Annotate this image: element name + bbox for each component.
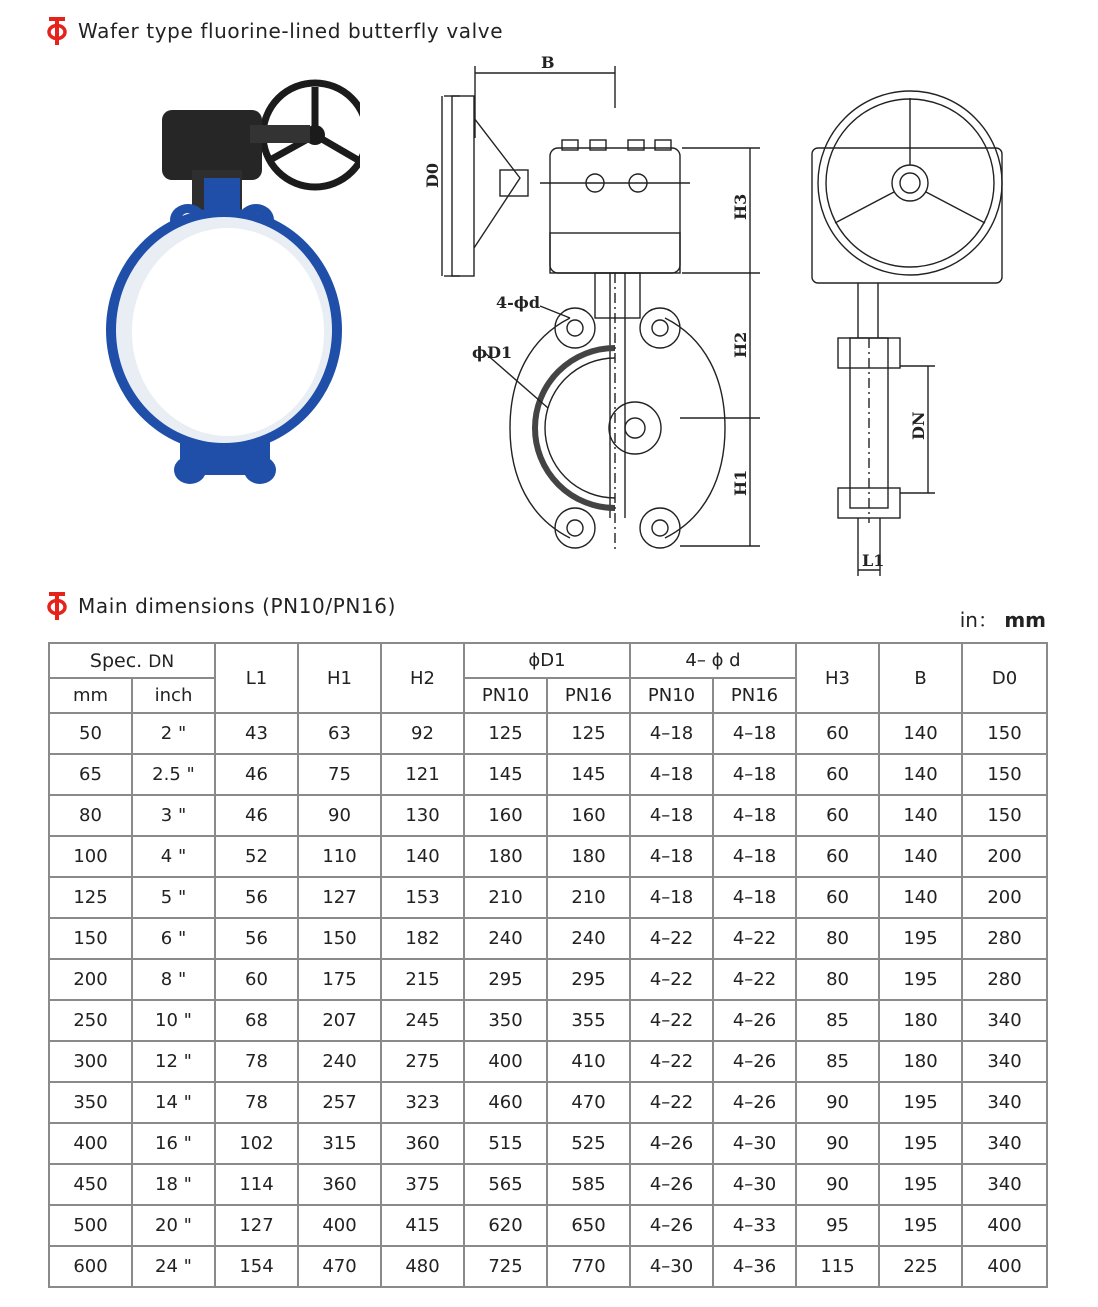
header-inch: inch	[132, 678, 215, 713]
cell-d0: 150	[962, 713, 1047, 754]
label-h1: H1	[731, 469, 750, 496]
header-h3: H3	[796, 643, 879, 713]
product-title: Wafer type fluorine-lined butterfly valve	[78, 19, 504, 43]
cell-dn-mm: 500	[49, 1205, 132, 1246]
cell-holes-pn10: 4–22	[630, 1000, 713, 1041]
cell-holes-pn10: 4–22	[630, 1082, 713, 1123]
cell-d1-pn16: 470	[547, 1082, 630, 1123]
cell-d1-pn10: 125	[464, 713, 547, 754]
header-dn-label: DN	[148, 651, 175, 672]
cell-h2: 215	[381, 959, 464, 1000]
cell-d1-pn10: 725	[464, 1246, 547, 1287]
cell-dn-inch: 10 "	[132, 1000, 215, 1041]
cell-dn-inch: 18 "	[132, 1164, 215, 1205]
cell-h2: 415	[381, 1205, 464, 1246]
cell-h1: 360	[298, 1164, 381, 1205]
cell-h1: 63	[298, 713, 381, 754]
cell-holes-pn16: 4–26	[713, 1041, 796, 1082]
cell-b: 195	[879, 1082, 962, 1123]
cell-h1: 257	[298, 1082, 381, 1123]
cell-dn-inch: 2 "	[132, 713, 215, 754]
cell-b: 180	[879, 1041, 962, 1082]
cell-dn-mm: 600	[49, 1246, 132, 1287]
cell-dn-inch: 24 "	[132, 1246, 215, 1287]
cell-d1-pn10: 400	[464, 1041, 547, 1082]
brand-mark-icon	[46, 16, 68, 46]
cell-holes-pn10: 4–18	[630, 836, 713, 877]
cell-d0: 200	[962, 877, 1047, 918]
cell-l1: 68	[215, 1000, 298, 1041]
cell-h3: 60	[796, 713, 879, 754]
cell-h2: 360	[381, 1123, 464, 1164]
label-h3: H3	[731, 193, 750, 220]
cell-holes-pn16: 4–26	[713, 1082, 796, 1123]
cell-l1: 46	[215, 754, 298, 795]
cell-h3: 60	[796, 795, 879, 836]
cell-holes-pn16: 4–30	[713, 1123, 796, 1164]
header-d1-pn16: PN16	[547, 678, 630, 713]
header-b: B	[879, 643, 962, 713]
cell-b: 140	[879, 713, 962, 754]
cell-holes-pn10: 4–22	[630, 918, 713, 959]
cell-h3: 80	[796, 918, 879, 959]
cell-d0: 150	[962, 754, 1047, 795]
cell-d1-pn16: 355	[547, 1000, 630, 1041]
cell-d1-pn10: 620	[464, 1205, 547, 1246]
cell-h1: 470	[298, 1246, 381, 1287]
cell-d1-pn16: 410	[547, 1041, 630, 1082]
cell-b: 195	[879, 1164, 962, 1205]
cell-dn-mm: 150	[49, 918, 132, 959]
header-holes: 4– ϕ d	[630, 643, 796, 678]
header-d1: ϕD1	[464, 643, 630, 678]
cell-d0: 400	[962, 1246, 1047, 1287]
cell-dn-mm: 350	[49, 1082, 132, 1123]
table-row	[49, 1000, 1047, 1041]
cell-dn-mm: 125	[49, 877, 132, 918]
header-d1-pn10: PN10	[464, 678, 547, 713]
cell-dn-inch: 8 "	[132, 959, 215, 1000]
header-spec	[49, 643, 215, 678]
cell-dn-inch: 6 "	[132, 918, 215, 959]
cell-h3: 85	[796, 1041, 879, 1082]
cell-d1-pn10: 145	[464, 754, 547, 795]
brand-mark-icon	[46, 591, 68, 621]
table-row	[49, 754, 1047, 795]
cell-dn-mm: 300	[49, 1041, 132, 1082]
cell-b: 140	[879, 836, 962, 877]
cell-h1: 240	[298, 1041, 381, 1082]
header-l1: L1	[215, 643, 298, 713]
cell-h2: 480	[381, 1246, 464, 1287]
cell-h2: 130	[381, 795, 464, 836]
table-row	[49, 918, 1047, 959]
cell-d1-pn16: 145	[547, 754, 630, 795]
cell-d0: 340	[962, 1164, 1047, 1205]
cell-holes-pn16: 4–18	[713, 795, 796, 836]
label-h2: H2	[731, 331, 750, 358]
section-heading-product	[46, 16, 503, 46]
cell-d1-pn16: 160	[547, 795, 630, 836]
cell-holes-pn16: 4–36	[713, 1246, 796, 1287]
cell-d1-pn10: 295	[464, 959, 547, 1000]
cell-l1: 114	[215, 1164, 298, 1205]
cell-dn-inch: 4 "	[132, 836, 215, 877]
cell-d0: 150	[962, 795, 1047, 836]
cell-d0: 340	[962, 1000, 1047, 1041]
cell-b: 180	[879, 1000, 962, 1041]
cell-b: 225	[879, 1246, 962, 1287]
cell-h3: 80	[796, 959, 879, 1000]
cell-h3: 85	[796, 1000, 879, 1041]
table-row	[49, 1082, 1047, 1123]
cell-l1: 46	[215, 795, 298, 836]
cell-dn-mm: 450	[49, 1164, 132, 1205]
cell-d0: 200	[962, 836, 1047, 877]
table-row	[49, 877, 1047, 918]
cell-l1: 127	[215, 1205, 298, 1246]
cell-b: 195	[879, 1205, 962, 1246]
label-4-holes: 4-ϕd	[496, 293, 541, 312]
cell-l1: 43	[215, 713, 298, 754]
cell-l1: 154	[215, 1246, 298, 1287]
cell-h3: 90	[796, 1123, 879, 1164]
cell-l1: 56	[215, 877, 298, 918]
cell-holes-pn10: 4–26	[630, 1123, 713, 1164]
cell-h3: 95	[796, 1205, 879, 1246]
cell-dn-mm: 400	[49, 1123, 132, 1164]
cell-d0: 280	[962, 959, 1047, 1000]
cell-l1: 78	[215, 1082, 298, 1123]
dimensions-table-body	[49, 713, 1047, 1287]
cell-d1-pn16: 180	[547, 836, 630, 877]
table-row	[49, 1246, 1047, 1287]
cell-d1-pn16: 240	[547, 918, 630, 959]
cell-d1-pn16: 210	[547, 877, 630, 918]
cell-dn-mm: 65	[49, 754, 132, 795]
cell-holes-pn10: 4–18	[630, 877, 713, 918]
table-row	[49, 959, 1047, 1000]
cell-h2: 92	[381, 713, 464, 754]
cell-dn-inch: 16 "	[132, 1123, 215, 1164]
cell-dn-inch: 2.5 "	[132, 754, 215, 795]
cell-dn-inch: 14 "	[132, 1082, 215, 1123]
cell-dn-mm: 80	[49, 795, 132, 836]
cell-l1: 56	[215, 918, 298, 959]
dimensions-title: Main dimensions (PN10/PN16)	[78, 594, 396, 618]
cell-holes-pn16: 4–18	[713, 836, 796, 877]
label-l1: L1	[862, 551, 885, 570]
cell-dn-mm: 250	[49, 1000, 132, 1041]
cell-h2: 121	[381, 754, 464, 795]
cell-b: 195	[879, 918, 962, 959]
cell-d0: 340	[962, 1082, 1047, 1123]
label-b: B	[541, 53, 555, 72]
cell-dn-mm: 100	[49, 836, 132, 877]
cell-h3: 90	[796, 1082, 879, 1123]
header-holes-pn10: PN10	[630, 678, 713, 713]
cell-b: 140	[879, 754, 962, 795]
label-d0: D0	[423, 162, 442, 188]
technical-drawing	[420, 48, 1060, 588]
cell-h1: 75	[298, 754, 381, 795]
cell-h1: 175	[298, 959, 381, 1000]
cell-l1: 78	[215, 1041, 298, 1082]
header-d0: D0	[962, 643, 1047, 713]
cell-dn-mm: 200	[49, 959, 132, 1000]
cell-d1-pn10: 350	[464, 1000, 547, 1041]
cell-h2: 323	[381, 1082, 464, 1123]
cell-h3: 115	[796, 1246, 879, 1287]
cell-h1: 400	[298, 1205, 381, 1246]
valve-photo	[100, 60, 360, 500]
unit-label	[960, 604, 1046, 633]
header-h1: H1	[298, 643, 381, 713]
cell-d1-pn10: 460	[464, 1082, 547, 1123]
section-heading-dimensions	[46, 591, 396, 621]
cell-d1-pn16: 295	[547, 959, 630, 1000]
header-mm: mm	[49, 678, 132, 713]
table-row	[49, 1041, 1047, 1082]
unit-value: mm	[1004, 608, 1046, 632]
table-row	[49, 1164, 1047, 1205]
cell-d1-pn16: 650	[547, 1205, 630, 1246]
cell-dn-inch: 5 "	[132, 877, 215, 918]
cell-h1: 90	[298, 795, 381, 836]
cell-d1-pn16: 525	[547, 1123, 630, 1164]
cell-h1: 150	[298, 918, 381, 959]
cell-h3: 60	[796, 836, 879, 877]
table-row	[49, 713, 1047, 754]
cell-holes-pn16: 4–18	[713, 754, 796, 795]
cell-d1-pn10: 180	[464, 836, 547, 877]
cell-b: 195	[879, 959, 962, 1000]
cell-dn-inch: 12 "	[132, 1041, 215, 1082]
cell-holes-pn10: 4–30	[630, 1246, 713, 1287]
cell-holes-pn10: 4–18	[630, 713, 713, 754]
cell-d1-pn16: 770	[547, 1246, 630, 1287]
label-dn: DN	[909, 411, 928, 440]
cell-b: 195	[879, 1123, 962, 1164]
cell-holes-pn16: 4–30	[713, 1164, 796, 1205]
cell-holes-pn10: 4–18	[630, 754, 713, 795]
cell-h1: 110	[298, 836, 381, 877]
cell-d1-pn16: 585	[547, 1164, 630, 1205]
cell-d1-pn10: 240	[464, 918, 547, 959]
cell-holes-pn16: 4–33	[713, 1205, 796, 1246]
table-row	[49, 836, 1047, 877]
cell-d1-pn16: 125	[547, 713, 630, 754]
cell-dn-inch: 20 "	[132, 1205, 215, 1246]
cell-b: 140	[879, 877, 962, 918]
cell-holes-pn10: 4–18	[630, 795, 713, 836]
table-row	[49, 1123, 1047, 1164]
cell-h1: 207	[298, 1000, 381, 1041]
cell-h2: 375	[381, 1164, 464, 1205]
cell-l1: 52	[215, 836, 298, 877]
cell-h2: 245	[381, 1000, 464, 1041]
cell-h2: 182	[381, 918, 464, 959]
table-row	[49, 795, 1047, 836]
cell-b: 140	[879, 795, 962, 836]
cell-h3: 60	[796, 754, 879, 795]
cell-h3: 90	[796, 1164, 879, 1205]
cell-h3: 60	[796, 877, 879, 918]
cell-d0: 400	[962, 1205, 1047, 1246]
cell-l1: 102	[215, 1123, 298, 1164]
cell-h2: 153	[381, 877, 464, 918]
header-h2: H2	[381, 643, 464, 713]
cell-holes-pn10: 4–26	[630, 1164, 713, 1205]
cell-d1-pn10: 160	[464, 795, 547, 836]
unit-prefix: in：	[959, 608, 998, 632]
cell-holes-pn10: 4–26	[630, 1205, 713, 1246]
cell-holes-pn16: 4–22	[713, 959, 796, 1000]
cell-d1-pn10: 210	[464, 877, 547, 918]
cell-dn-inch: 3 "	[132, 795, 215, 836]
table-row	[49, 1205, 1047, 1246]
cell-l1: 60	[215, 959, 298, 1000]
cell-holes-pn10: 4–22	[630, 959, 713, 1000]
cell-h2: 140	[381, 836, 464, 877]
header-spec-label: Spec.	[89, 649, 143, 672]
header-holes-pn16: PN16	[713, 678, 796, 713]
cell-d0: 280	[962, 918, 1047, 959]
cell-holes-pn16: 4–18	[713, 713, 796, 754]
cell-holes-pn16: 4–26	[713, 1000, 796, 1041]
cell-d0: 340	[962, 1123, 1047, 1164]
cell-h1: 315	[298, 1123, 381, 1164]
cell-d1-pn10: 515	[464, 1123, 547, 1164]
cell-h1: 127	[298, 877, 381, 918]
dimensions-table	[48, 642, 1048, 1288]
cell-dn-mm: 50	[49, 713, 132, 754]
cell-d1-pn10: 565	[464, 1164, 547, 1205]
cell-h2: 275	[381, 1041, 464, 1082]
cell-d0: 340	[962, 1041, 1047, 1082]
label-d1: ϕD1	[472, 343, 513, 362]
cell-holes-pn16: 4–22	[713, 918, 796, 959]
cell-holes-pn16: 4–18	[713, 877, 796, 918]
cell-holes-pn10: 4–22	[630, 1041, 713, 1082]
